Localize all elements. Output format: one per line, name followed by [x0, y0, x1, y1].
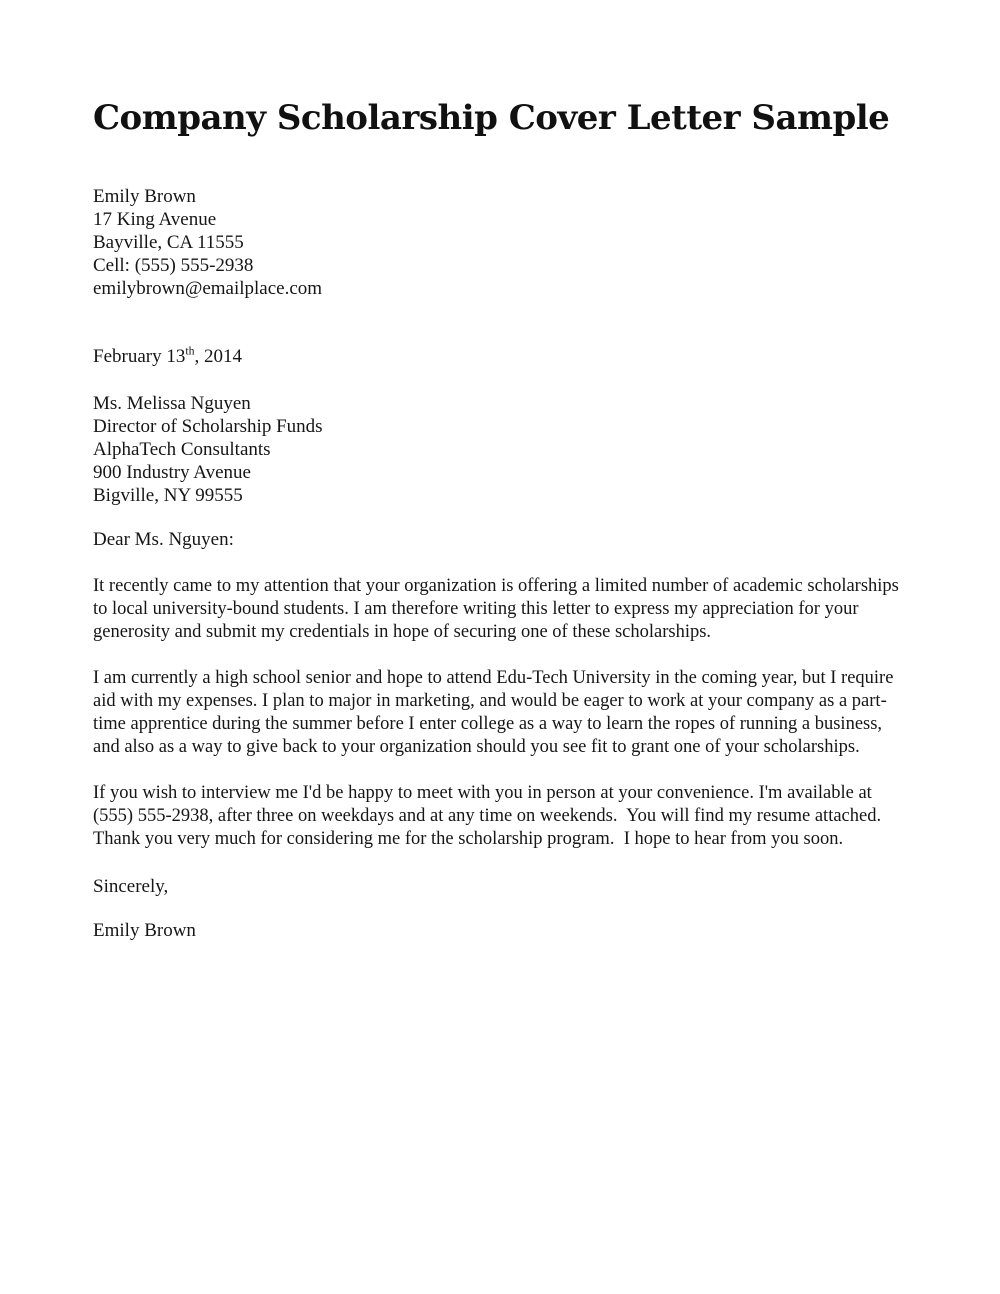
sender-phone: Cell: (555) 555-2938	[93, 255, 254, 276]
date-line	[93, 345, 903, 368]
sender-city: Bayville, CA 11555	[93, 232, 244, 253]
recipient-company: AlphaTech Consultants	[93, 439, 271, 460]
date-suffix: , 2014	[194, 346, 242, 367]
date-ordinal: th	[185, 344, 195, 358]
sender-address-block	[93, 185, 903, 300]
sender-email: emilybrown@emailplace.com	[93, 278, 323, 299]
body-paragraph-3: If you wish to interview me I'd be happy to meet with you in person at your convenience. I'm available at (555) 555-2938, after three on weekdays and at any time on weekends. You will find my resume attached. Thank you very much for considering me for the scholarship program. I hope to hear from you soon.	[93, 783, 891, 849]
salutation: Dear Ms. Nguyen:	[93, 529, 234, 550]
recipient-city: Bigville, NY 99555	[93, 485, 243, 506]
sender-name: Emily Brown	[93, 186, 196, 207]
signature-name: Emily Brown	[93, 920, 196, 941]
recipient-name: Ms. Melissa Nguyen	[93, 393, 251, 414]
date-prefix: February 13	[93, 346, 186, 367]
page-title: Company Scholarship Cover Letter Sample	[93, 98, 890, 138]
sender-street: 17 King Avenue	[93, 209, 217, 230]
body-paragraph-1: It recently came to my attention that your organization is offering a limited number of academic scholarships to local university-bound students. I am therefore writing this letter to express my appreciation for your generosity and submit my credentials in hope of securing one of these scholarships.	[93, 576, 904, 642]
recipient-address-block	[93, 392, 903, 507]
recipient-street: 900 Industry Avenue	[93, 462, 251, 483]
recipient-title: Director of Scholarship Funds	[93, 416, 323, 437]
body-paragraph-2: I am currently a high school senior and hope to attend Edu-Tech University in the coming year, but I require aid with my expenses. I plan to major in marketing, and would be eager to work at your company as a part-time apprentice during the summer before I enter college as a way to learn the ropes of running a business, and also as a way to give back to your organization should you see fit to grant one of your scholarships.	[93, 668, 899, 757]
closing: Sincerely,	[93, 876, 169, 897]
